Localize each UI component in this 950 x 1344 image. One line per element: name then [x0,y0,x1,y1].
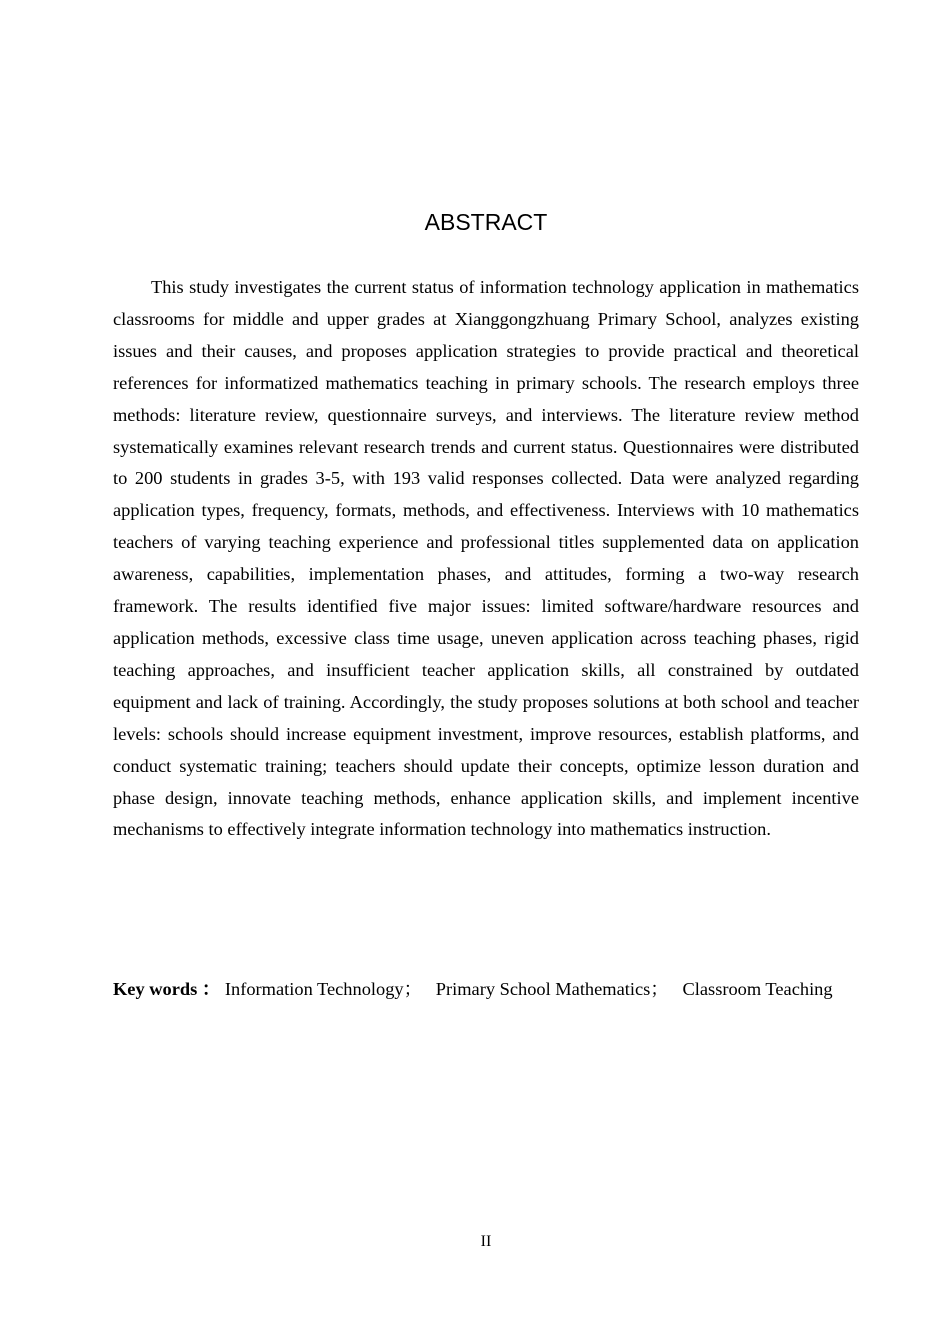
keywords-line [113,974,859,1006]
abstract-paragraph: This study investigates the current status of information technology application in mathematics classrooms for middle and upper grades at Xianggongzhuang Primary School, analyzes existing issues and their causes, and proposes application strategies to provide practical and theoretical references for informatized mathematics teaching in primary schools. The research employs three methods: literature review, questionnaire surveys, and interviews. The literature review method systematically examines relevant research trends and current status. Questionnaires were distributed to 200 students in grades 3-5, with 193 valid responses collected. Data were analyzed regarding application types, frequency, formats, methods, and effectiveness. Interviews with 10 mathematics teachers of varying teaching experience and professional titles supplemented data on application awareness, capabilities, implementation phases, and attitudes, forming a two-way research framework. The results identified five major issues: limited software/hardware resources and application methods, excessive class time usage, uneven application across teaching phases, rigid teaching approaches, and insufficient teacher application skills, all constrained by outdated equipment and lack of training. Accordingly, the study proposes solutions at both school and teacher levels: schools should increase equipment investment, improve resources, establish platforms, and conduct systematic training; teachers should update their concepts, optimize lesson duration and phase design, innovate teaching methods, enhance application skills, and implement incentive mechanisms to effectively integrate information technology into mathematics instruction. [113,277,859,840]
keywords-separator: ： [201,979,221,999]
keyword-item: Primary School Mathematics； [435,979,669,999]
abstract-title: ABSTRACT [424,209,548,235]
keyword-item: Classroom Teaching [682,979,833,999]
keywords-label: Key words [113,979,198,999]
keyword-item: Information Technology； [224,979,422,999]
page-number: II [480,1233,492,1250]
